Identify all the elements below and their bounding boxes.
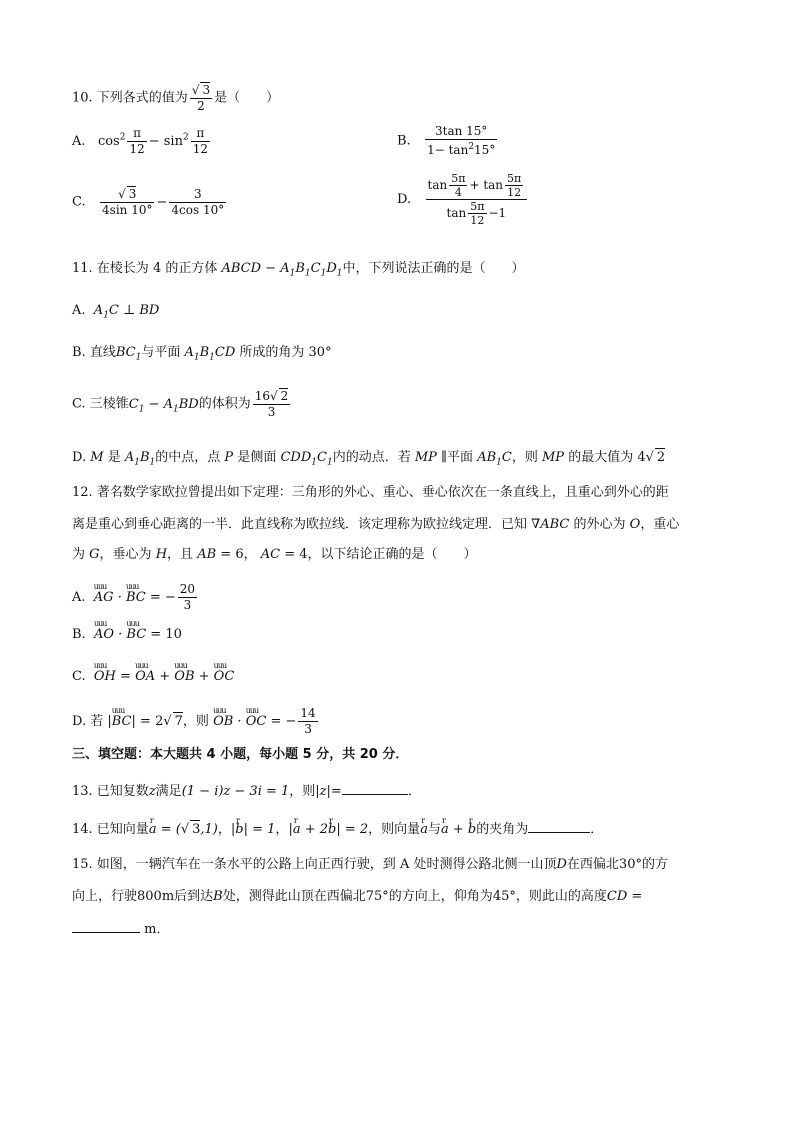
q10-a-expr: $\cos^2$ $\frac{\pi}{12}$ − $\sin^2$ $\frac{\pi}{12}$	[97, 126, 208, 156]
q12-option-b: B. uuu AO · uuu BC = 10	[72, 626, 182, 644]
q10-option-c: C. $\frac{√ 3}{4\sin 10^\circ}$ − $\frac{3}{4\cos 10^\circ}$	[72, 186, 228, 218]
q10-option-b: B. $\frac{3\tan 15^\circ}{1- \tan^215^\circ}$	[397, 124, 496, 157]
q11-option-a: A. $A_1C$ ⊥ BD	[72, 303, 160, 321]
q15-answer-blank[interactable]	[72, 920, 140, 933]
q12-option-d: D. 若 |uuu BC| = 2√ 7，则 uuu OB · uuu OC = − $\frac{14}{3}$	[72, 706, 320, 737]
q10-b-expr: $\frac{3\tan 15^\circ}{1- \tan^215^\circ}$	[427, 124, 496, 157]
q11-option-c: C. 三棱锥$C_1 - A_1BD$的体积为 $\frac{16√ 2}{3}$	[72, 389, 289, 419]
q11-option-d: D. M 是 $A_1B_1$的中点，点 P 是侧面 $CDD_1C_1$内的动点．若 MP ∥平面 $AB_1C$，则 MP 的最大值为 4√ 2	[72, 450, 666, 468]
q14-answer-blank[interactable]	[528, 820, 590, 833]
q12-option-c: C. uuu OH = uuu OA + uuu OB + uuu OC	[72, 668, 234, 686]
section-3-title: 三、填空题：本大题共 4 小题，每小题 5 分，共 20 分．	[72, 747, 409, 762]
q12-line-1: 12. 著名数学家欧拉曾提出如下定理：三角形的外心、重心、垂心依次在一条直线上，且重心到外心的距	[72, 485, 669, 500]
q12-option-a: A. uuu AG · uuu BC = − $\frac{20}{3}$	[72, 582, 199, 613]
q15-line-1: 15. 如图，一辆汽车在一条水平的公路上向正西行驶，到 A 处时测得公路北侧一山顶D在西偏北30°的方	[72, 857, 668, 872]
q15-line-3: m．	[72, 920, 169, 939]
q12-line-2: 离是重心到垂心距离的一半．此直线称为欧拉线．该定理称为欧拉线定理．已知 ∇ABC 的外心为 O，重心	[72, 517, 680, 532]
q11-option-b: B. 直线$BC_1$与平面 $A_1B_1CD$ 所成的角为 30°	[72, 345, 332, 363]
q15-line-2: 向上，行驶800m后到达B处，测得此山顶在西偏北75°的方向上，仰角为45°，则此山的高度CD =	[72, 889, 643, 904]
sqrt3-over-2: $\frac{√ 3}{2}$	[191, 83, 211, 113]
q10-stem: 10. 下列各式的值为 $\frac{√ 3}{2}$ 是（ ）	[72, 83, 280, 113]
q10-option-a: A. $\cos^2$ $\frac{\pi}{12}$ − $\sin^2$ $\frac{\pi}{12}$	[72, 126, 212, 157]
q13: 13. 已知复数z满足(1 − i)z − 3i = 1，则|z|= ．	[72, 784, 421, 799]
q12-line-3: 为 G，垂心为 H，且 AB = 6， AC = 4，以下结论正确的是（ ）	[72, 547, 477, 562]
q10-option-d: D. tan $\frac{5\pi}{4}$ + tan $\frac{5\pi}{12}$ tan $\frac{5\pi}{12}$ −1	[397, 172, 529, 227]
volume-fraction: $\frac{16√ 2}{3}$	[254, 389, 289, 419]
q10-c-expr: $\frac{√ 3}{4\sin 10^\circ}$ − $\frac{3}{4\cos 10^\circ}$	[102, 186, 225, 217]
q14: 14. 已知向量r a = (√ 3,1)，|r b| = 1，|r a + 2r b| = 2，则向量r a与r a + r b的夹角为 ．	[72, 820, 603, 839]
q11-stem: 11. 在棱长为 4 的正方体 ABCD − $A_1B_1C_1D_1$中，下列说法正确的是（ ）	[72, 261, 525, 279]
q10-d-expr: tan $\frac{5\pi}{4}$ + tan $\frac{5\pi}{12}$ tan $\frac{5\pi}{12}$ −1	[426, 172, 528, 227]
q13-answer-blank[interactable]	[342, 782, 408, 795]
